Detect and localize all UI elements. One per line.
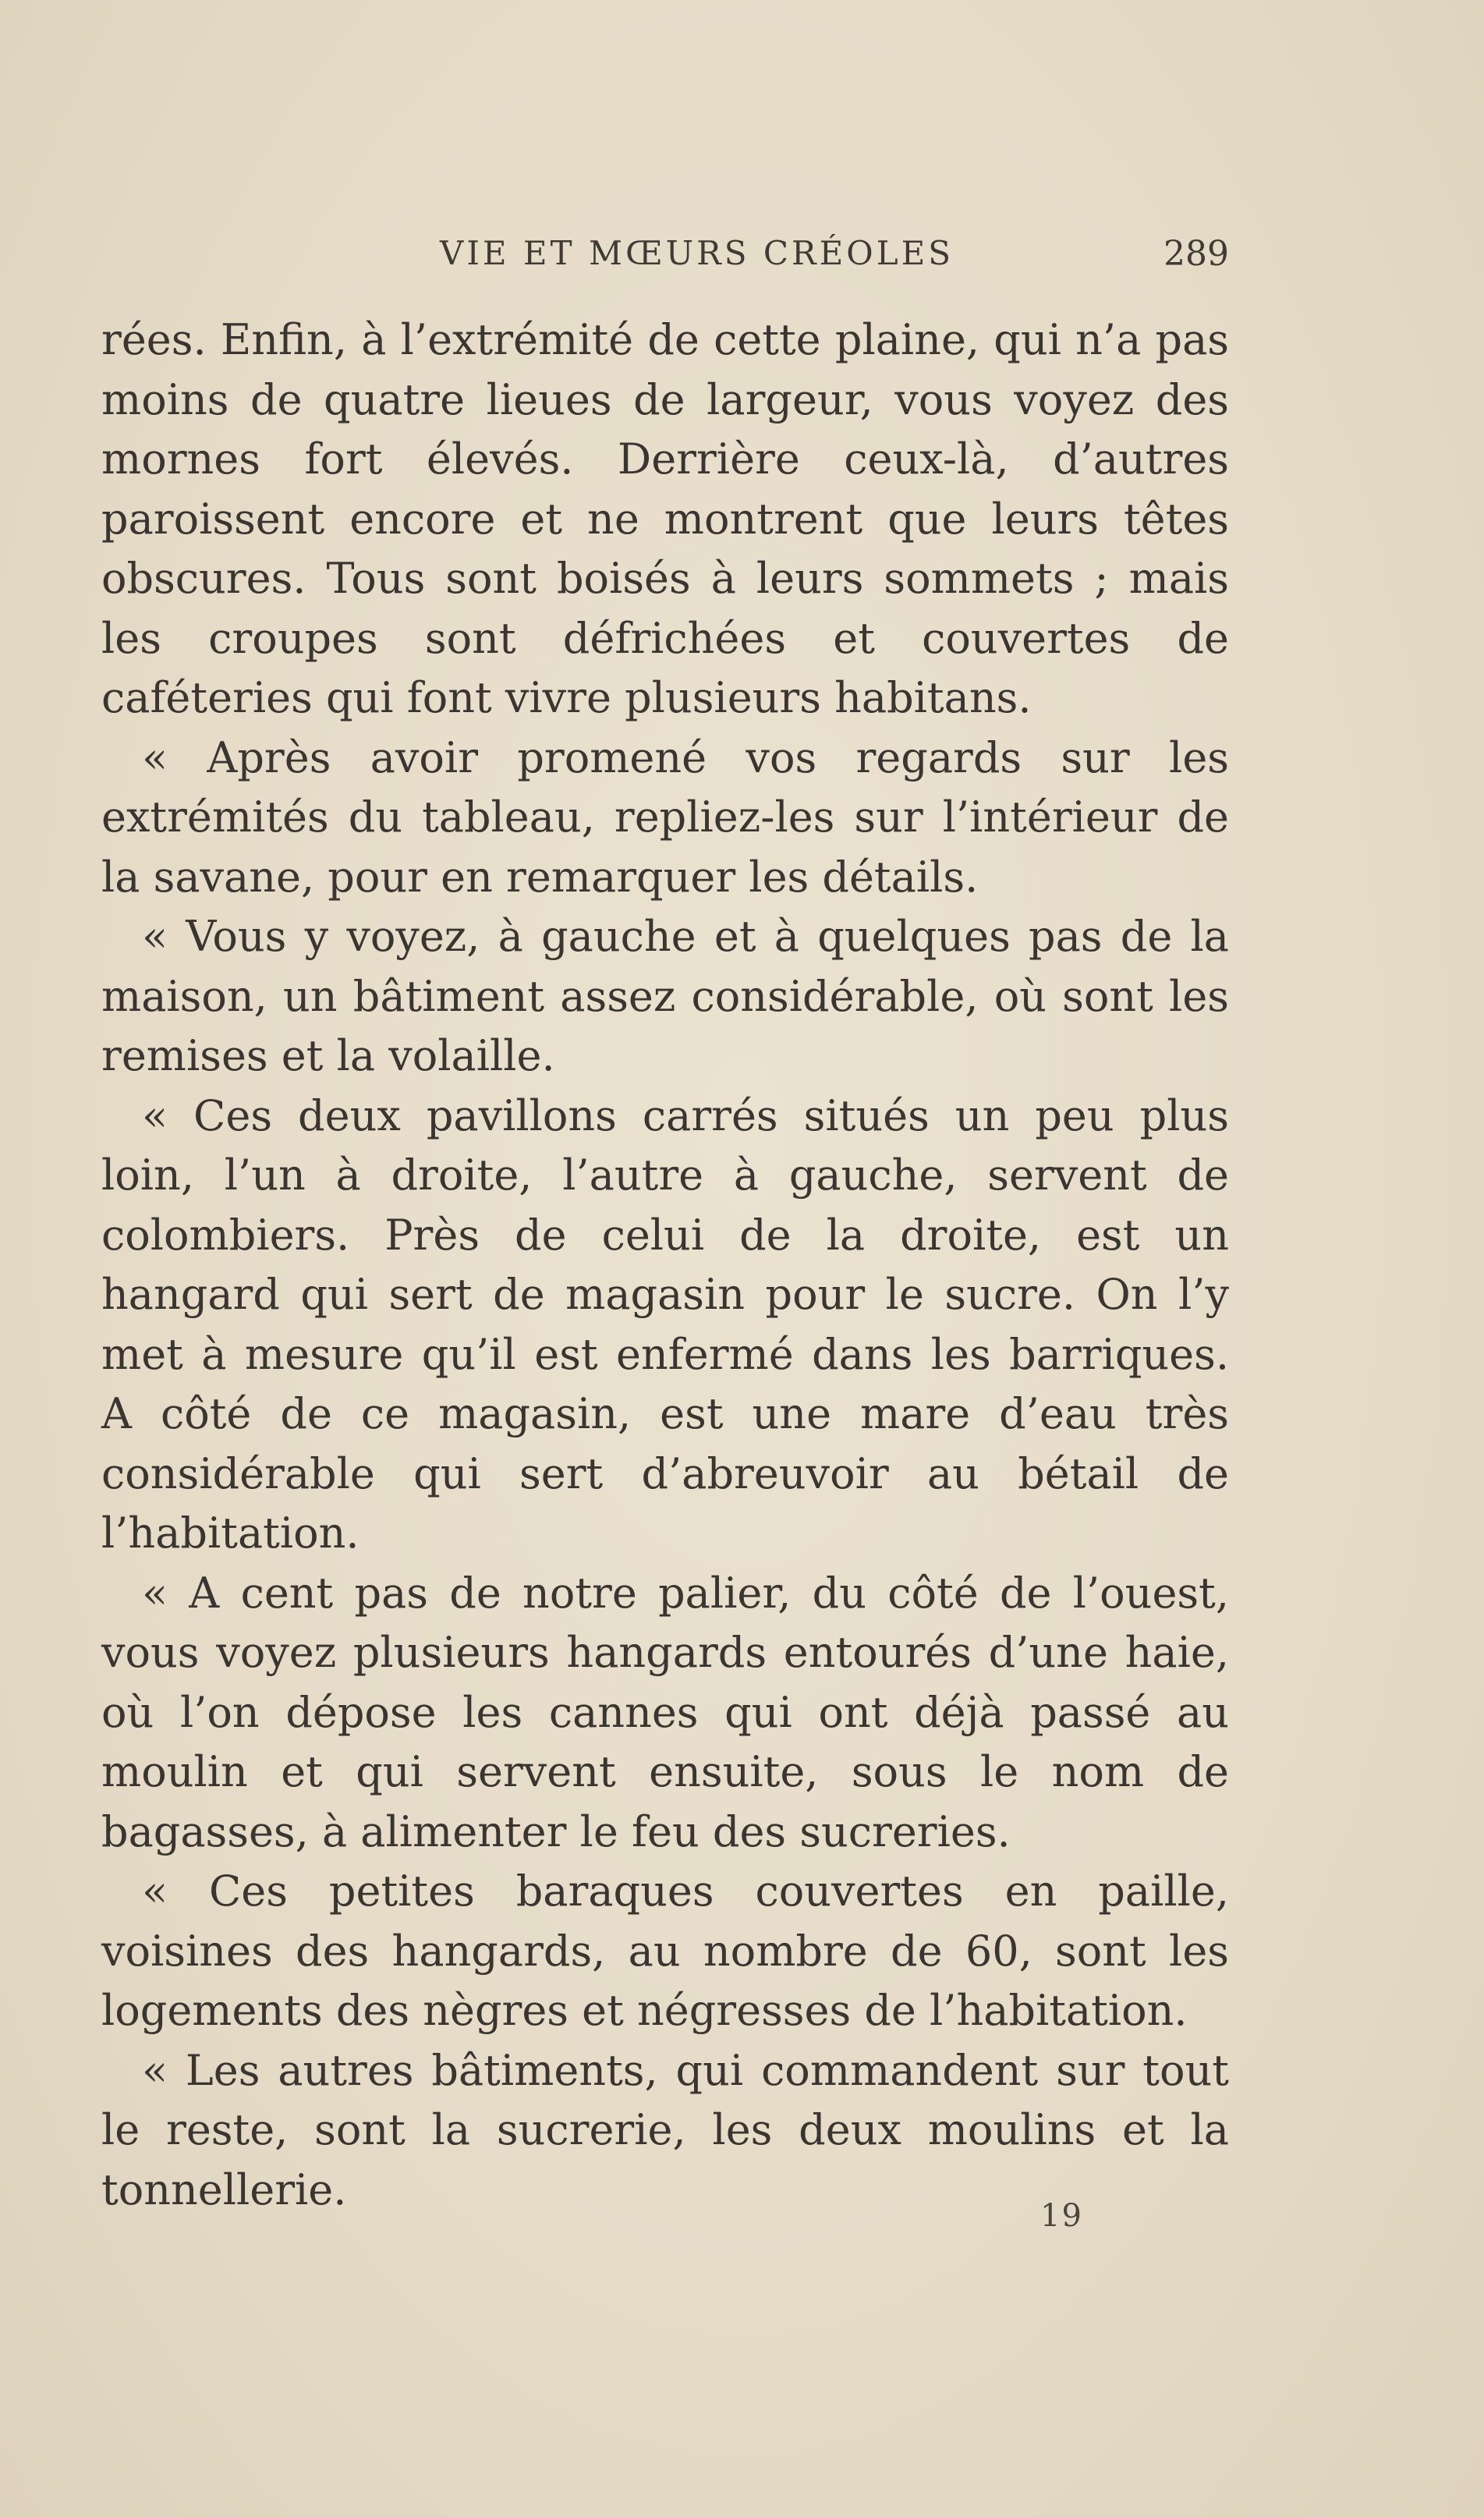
paragraph: « Ces petites baraques couvertes en paille, voisines des hangards, au nombre de 60, sont les logements des nègres et négresses de l’habitation. <box>101 1866 1229 2035</box>
running-header <box>101 234 1229 281</box>
paragraph: « A cent pas de notre palier, du côté de l’ouest, vous voyez plusieurs hangards entourés d’une haie, où l’on dépose les cannes qui ont déjà passé au moulin et qui servent ensuite, sous le nom de bagasses, à alimenter le feu des sucreries. <box>101 1568 1229 1856</box>
paragraph-continuation: rées. Enfin, à l’extrémité de cette plaine, qui n’a pas moins de quatre lieues de largeur, vous voyez des mornes fort élevés. Derrière ceux-là, d’autres paroissent encore et ne montrent que leurs têtes obscures. Tous sont boisés à leurs sommets ; mais les croupes sont défrichées et couvertes de caféteries qui font vivre plusieurs habitans. <box>101 315 1229 722</box>
running-title: VIE ET MŒURS CRÉOLES <box>440 234 955 272</box>
signature-mark: 19 <box>1040 2198 1083 2234</box>
paragraph: « Les autres bâtiments, qui commandent sur tout le reste, sont la sucrerie, les deux moulins et la tonnellerie. <box>101 2045 1229 2214</box>
paragraph: « Vous y voyez, à gauche et à quelques pas de la maison, un bâtiment assez considérable, où sont les remises et la volaille. <box>101 912 1229 1080</box>
paragraph: « Ces deux pavillons carrés situés un peu plus loin, l’un à droite, l’autre à gauche, servent de colombiers. Près de celui de la droite, est un hangard qui sert de magasin pour le sucre. On l’y met à mesure qu’il est enfermé dans les barriques. A côté de ce magasin, est une mare d’eau très considérable qui sert d’abreuvoir au bétail de l’habitation. <box>101 1090 1229 1558</box>
body-text <box>101 310 1229 2220</box>
paragraph: « Après avoir promené vos regards sur les extrémités du tableau, repliez-les sur l’intérieur de la savane, pour en remarquer les détails. <box>101 732 1229 902</box>
page-number: 289 <box>1163 234 1229 274</box>
